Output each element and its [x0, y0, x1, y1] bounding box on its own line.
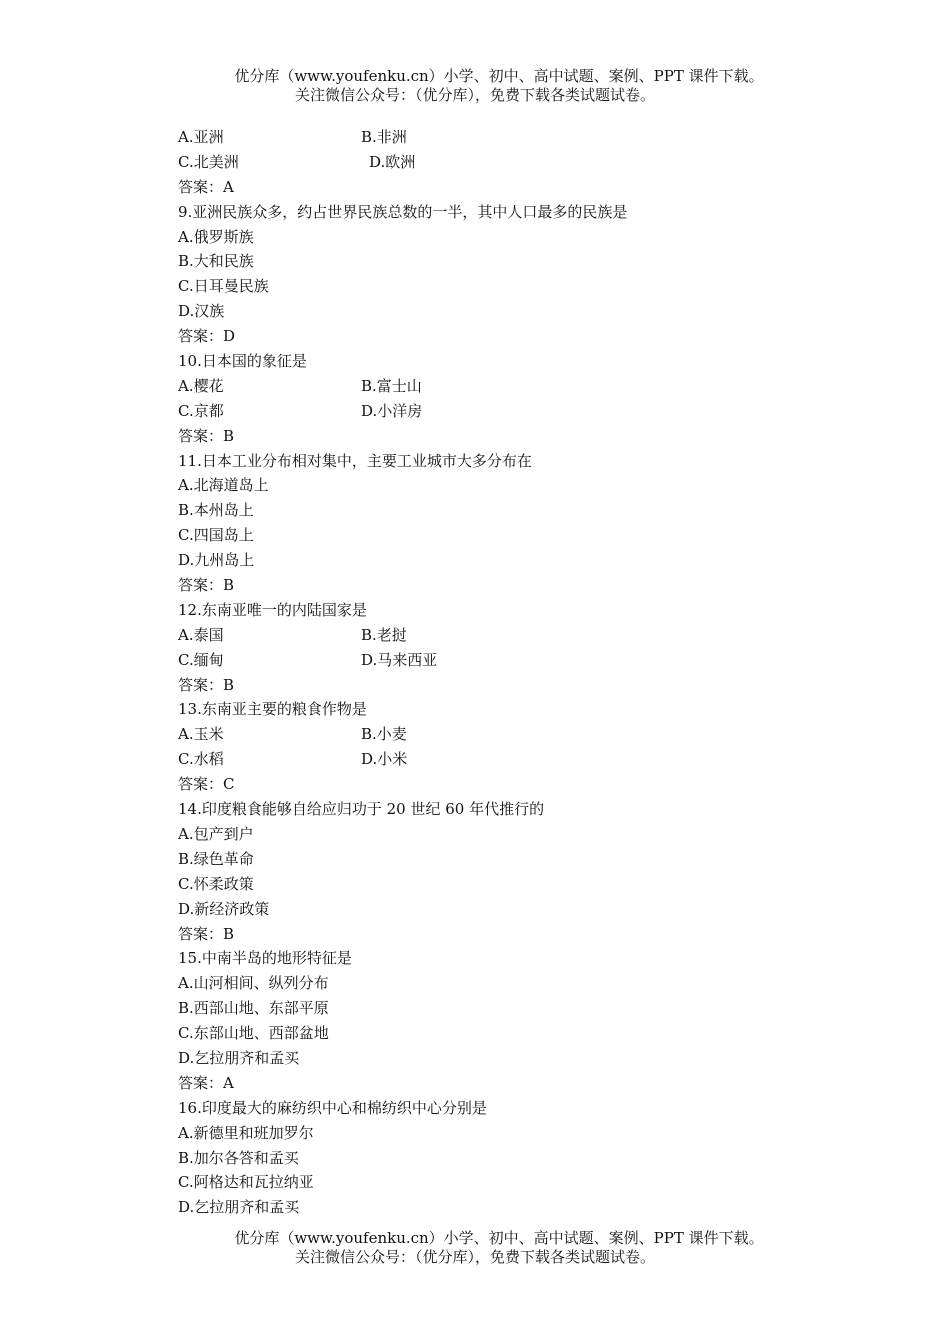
option-a: A.北海道岛上 — [178, 476, 269, 495]
page-footer — [0, 1228, 950, 1267]
answer: 答案：C — [178, 775, 235, 794]
option-row — [178, 747, 778, 772]
option-b: B.非洲 — [361, 128, 407, 146]
header-line-1: 优分库（www.youfenku.cn）小学、初中、高中试题、案例、PPT 课件下载。 — [234, 67, 764, 85]
option-d: D.小洋房 — [361, 401, 423, 420]
option-c: C.怀柔政策 — [178, 874, 254, 893]
answer: 答案：B — [178, 576, 235, 595]
question-text: 13.东南亚主要的粮食作物是 — [178, 700, 367, 719]
option-b: B.加尔各答和孟买 — [178, 1148, 299, 1167]
option-b: B.西部山地、东部平原 — [178, 999, 329, 1018]
footer-line-2: 关注微信公众号：（优分库），免费下载各类试题试卷。 — [294, 1248, 655, 1266]
option-a: A.亚洲 — [178, 128, 224, 146]
option-d: D.汉族 — [178, 302, 225, 321]
option-a: A.新德里和班加罗尔 — [178, 1123, 314, 1142]
option-c: C.阿格达和瓦拉纳亚 — [178, 1173, 314, 1192]
option-d: D.乞拉朋齐和孟买 — [178, 1198, 300, 1217]
question-list — [178, 125, 778, 1220]
footer-line-1: 优分库（www.youfenku.cn）小学、初中、高中试题、案例、PPT 课件下载。 — [234, 1229, 764, 1247]
answer: 答案：A — [178, 1073, 234, 1092]
option-b: B.富士山 — [361, 376, 422, 395]
option-b: B.老挝 — [361, 625, 407, 644]
question-text: 15.中南半岛的地形特征是 — [178, 949, 352, 968]
option-a: A.俄罗斯族 — [178, 227, 254, 246]
option-a: A.山河相间、纵列分布 — [178, 974, 329, 993]
option-row — [178, 722, 778, 747]
option-d: D.九州岛上 — [178, 551, 255, 570]
option-row — [178, 374, 778, 399]
option-c: C.水稻 — [178, 750, 224, 769]
option-b: B.大和民族 — [178, 252, 254, 271]
option-row — [178, 399, 778, 424]
option-a: A.玉米 — [178, 725, 224, 744]
question-text: 11.日本工业分布相对集中，主要工业城市大多分布在 — [178, 451, 532, 470]
option-a: A.泰国 — [178, 625, 224, 644]
option-row — [178, 648, 778, 673]
option-c: C.东部山地、西部盆地 — [178, 1024, 329, 1043]
answer: 答案：D — [178, 327, 236, 346]
answer: 答案：A — [178, 177, 234, 196]
page-header — [0, 66, 950, 105]
question-text: 16.印度最大的麻纺织中心和棉纺织中心分别是 — [178, 1098, 487, 1117]
option-row — [178, 150, 778, 175]
option-b: B.绿色革命 — [178, 849, 254, 868]
option-b: B.小麦 — [361, 725, 407, 744]
option-d: D.小米 — [361, 750, 408, 769]
option-d: D.新经济政策 — [178, 899, 270, 918]
option-row — [178, 623, 778, 648]
option-c: C.四国岛上 — [178, 526, 254, 545]
option-a: A.包产到户 — [178, 824, 254, 843]
answer: 答案：B — [178, 426, 235, 445]
question-text: 9.亚洲民族众多，约占世界民族总数的一半，其中人口最多的民族是 — [178, 202, 628, 221]
answer: 答案：B — [178, 675, 235, 694]
option-row — [178, 125, 778, 150]
answer: 答案：B — [178, 924, 235, 943]
option-c: C.北美洲 — [178, 152, 239, 171]
option-d: D.欧洲 — [369, 152, 416, 171]
question-text: 14.印度粮食能够自给应归功于 20 世纪 60 年代推行的 — [178, 800, 545, 819]
option-c: C.京都 — [178, 401, 224, 420]
option-c: C.缅甸 — [178, 650, 224, 669]
question-text: 10.日本国的象征是 — [178, 352, 307, 371]
question-text: 12.东南亚唯一的内陆国家是 — [178, 600, 367, 619]
option-b: B.本州岛上 — [178, 501, 254, 520]
option-a: A.樱花 — [178, 376, 224, 395]
option-d: D.乞拉朋齐和孟买 — [178, 1048, 300, 1067]
option-d: D.马来西亚 — [361, 650, 438, 669]
option-c: C.日耳曼民族 — [178, 277, 269, 296]
header-line-2: 关注微信公众号：（优分库），免费下载各类试题试卷。 — [294, 86, 655, 104]
